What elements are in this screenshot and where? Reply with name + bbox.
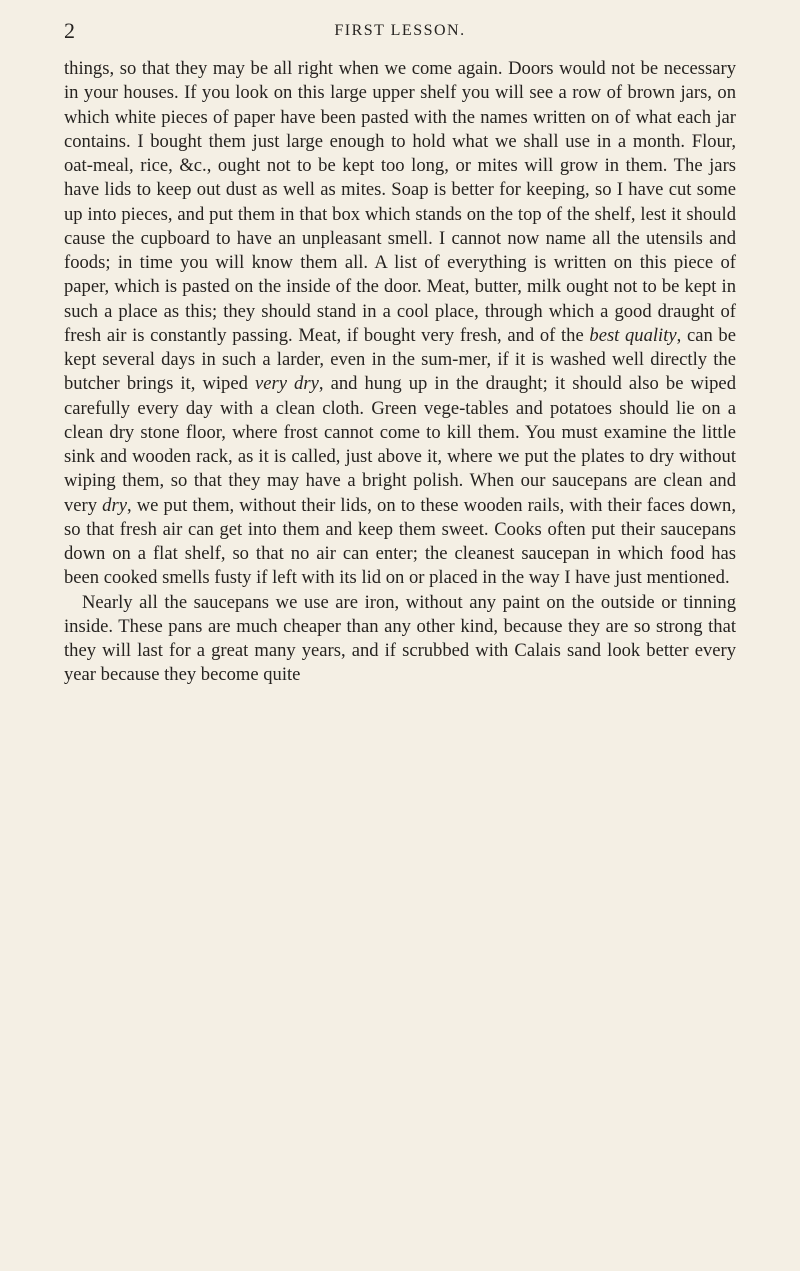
page-header	[64, 18, 736, 44]
text-run: things, so that they may be all right when we come again. Doors would not be necessary in your houses. If you look on this large upper shelf you will see a row of brown jars, on which white pieces of paper have been pasted with the names written on of what each jar contains. I bought them just large enough to hold what we shall use in a month. Flour, oat-meal, rice, &c., ought not to be kept too long, or mites will grow in them. The jars have lids to keep out dust as well as mites. Soap is better for keeping, so I have cut some up into pieces, and put them in that box which stands on the top of the shelf, lest it should cause the cupboard to have an unpleasant smell. I cannot now name all the utensils and foods; in time you will know them all. A list of everything is written on this piece of paper, which is pasted on the inside of the door. Meat, butter, milk ought not to be kept in such a place as this; they should stand in a cool place, through which a good draught of fresh air is constantly passing. Meat, if bought very fresh, and of the	[64, 58, 736, 346]
paragraph	[64, 591, 736, 688]
page-number: 2	[64, 18, 75, 43]
paragraph	[64, 57, 736, 591]
italic-text: dry	[102, 494, 127, 516]
text-run: , can be kept several days in such a larder, even in the sum-mer, if it is washed well directly the butcher brings it, wiped	[64, 324, 736, 395]
text-run: , we put them, without their lids, on to these wooden rails, with their faces down, so that fresh air can get into them and keep them sweet. Cooks often put their saucepans down on a flat shelf, so that no air can enter; the cleanest saucepan in which food has been cooked smells fusty if left with its lid on or placed in the way I have just mentioned.	[64, 494, 736, 589]
text-run: , and hung up in the draught; it should also be wiped carefully every day with a clean cloth. Green vege-tables and potatoes should lie on a clean dry stone floor, where frost cannot come to kill them. You must examine the little sink and wooden rack, as it is called, just above it, where we put the plates to dry without wiping them, so that they may have a bright polish. When our saucepans are clean and very	[64, 373, 736, 516]
body-text	[64, 57, 736, 688]
italic-text: very dry	[254, 373, 319, 395]
running-title: FIRST LESSON.	[334, 22, 466, 39]
italic-text: best quality	[589, 324, 677, 346]
text-run: Nearly all the saucepans we use are iron, without any paint on the outside or tinning inside. These pans are much cheaper than any other kind, because they are so strong that they will last for a great many years, and if scrubbed with Calais sand look better every year because they become quite	[64, 591, 736, 686]
